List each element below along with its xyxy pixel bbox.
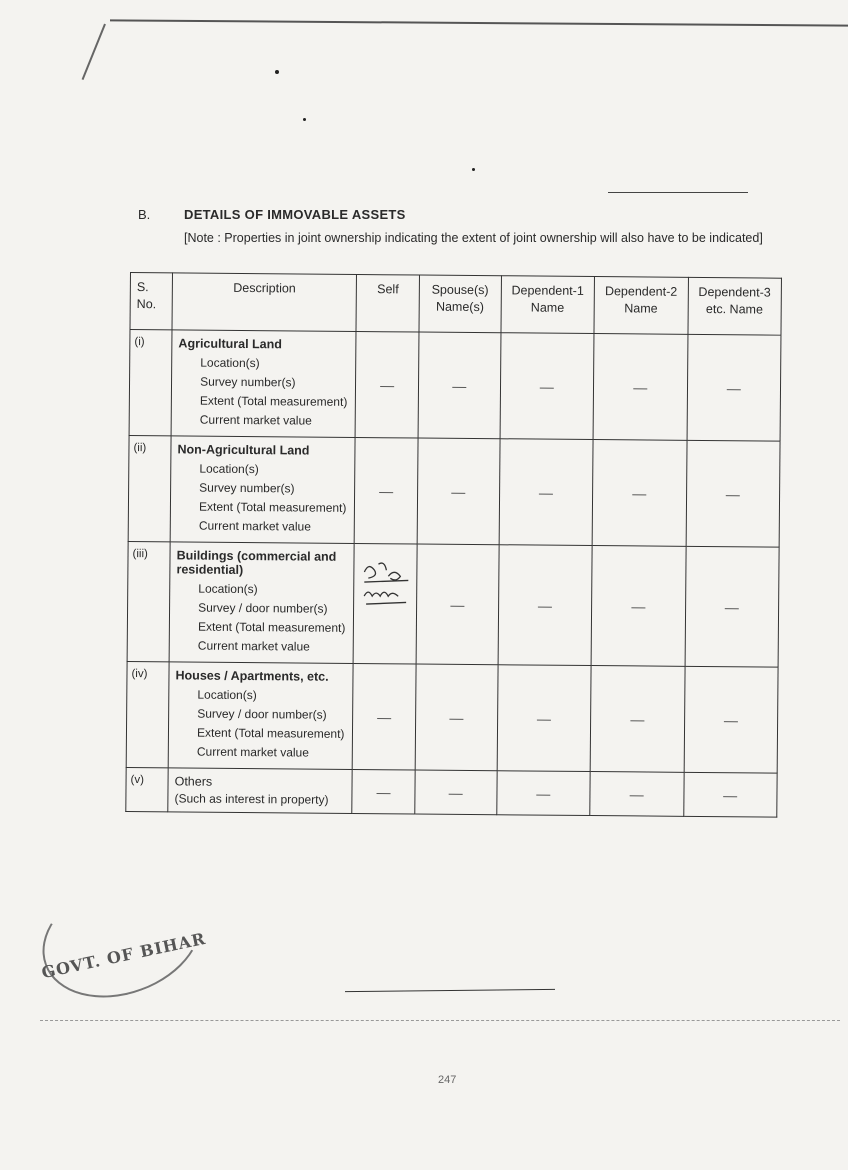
table-row xyxy=(127,541,779,667)
table-row xyxy=(126,661,778,773)
stamp-text: GOVT. OF BIHAR xyxy=(39,928,208,983)
cell-dependent-3: — xyxy=(686,440,780,547)
row-item: Location(s) xyxy=(197,687,257,703)
header-dependent-1: Dependent-1 Name xyxy=(501,276,595,334)
cell-dependent-3: — xyxy=(685,546,780,667)
left-edge-line xyxy=(82,24,106,80)
cell-self: — xyxy=(354,437,418,544)
header-spouse: Spouse(s) Name(s) xyxy=(419,275,501,333)
page-number: 247 xyxy=(438,1074,457,1086)
row-item: Survey / door number(s) xyxy=(198,600,328,616)
cell-self-handwritten xyxy=(353,543,417,664)
cell-spouse: — xyxy=(415,770,497,815)
table-row xyxy=(126,767,777,817)
row-item: Location(s) xyxy=(200,355,260,371)
row-item: Location(s) xyxy=(199,461,259,477)
row-item: Current market value xyxy=(198,518,311,534)
header-dependent-3: Dependent-3 etc. Name xyxy=(687,277,781,335)
header-dependent-2: Dependent-2 Name xyxy=(594,277,688,335)
row-title: Agricultural Land xyxy=(178,336,282,352)
immovable-assets-table xyxy=(125,272,782,818)
footer-rule xyxy=(40,1020,840,1021)
speck xyxy=(275,70,279,74)
cell-dependent-2: — xyxy=(592,440,686,547)
cell-dependent-1: — xyxy=(497,665,591,772)
cell-dependent-3: — xyxy=(683,772,777,817)
header-self: Self xyxy=(356,274,419,332)
cell-dependent-3: — xyxy=(687,334,781,441)
cell-spouse: — xyxy=(416,544,499,665)
cell-spouse: — xyxy=(418,332,501,439)
speck xyxy=(472,168,475,171)
row-title: Buildings (commercial and residential) xyxy=(176,548,337,577)
cell-dependent-1: — xyxy=(498,545,592,666)
row-item: Extent (Total measurement) xyxy=(197,725,345,741)
table-row xyxy=(128,435,780,547)
row-description xyxy=(171,330,356,438)
row-item: Current market value xyxy=(197,638,310,654)
row-item: Location(s) xyxy=(198,581,258,597)
cell-dependent-1: — xyxy=(499,439,593,546)
row-sno: (iii) xyxy=(127,541,170,661)
row-sno: (i) xyxy=(129,330,172,436)
row-sno: (ii) xyxy=(128,435,171,541)
row-item: Survey number(s) xyxy=(200,374,296,390)
row-title: Others xyxy=(174,774,213,789)
row-description xyxy=(168,662,353,770)
row-item: Current market value xyxy=(196,744,309,760)
cell-dependent-1: — xyxy=(496,771,590,816)
header-sno: S. No. xyxy=(130,273,173,330)
cell-spouse: — xyxy=(417,438,500,545)
cell-self: — xyxy=(352,769,415,814)
top-edge-line xyxy=(110,19,848,26)
section-title: DETAILS OF IMMOVABLE ASSETS xyxy=(184,207,406,222)
speck xyxy=(303,118,306,121)
header-description: Description xyxy=(172,273,357,332)
section-letter: B. xyxy=(138,207,151,222)
row-description xyxy=(168,768,353,814)
cell-dependent-2: — xyxy=(593,334,687,441)
row-item: Extent (Total measurement) xyxy=(199,393,348,409)
cell-self: — xyxy=(352,663,416,770)
handwritten-annotation xyxy=(358,558,412,608)
row-sno: (iv) xyxy=(126,661,169,767)
cell-spouse: — xyxy=(415,664,498,771)
table-header-row xyxy=(130,273,781,336)
section-note: [Note : Properties in joint ownership indicating the extent of joint ownership will also have to be indicated] xyxy=(184,231,763,245)
row-title: Non-Agricultural Land xyxy=(177,442,310,458)
cell-dependent-3: — xyxy=(684,666,778,773)
row-item: Survey number(s) xyxy=(199,480,295,496)
row-item: Survey / door number(s) xyxy=(197,706,327,722)
row-description xyxy=(170,436,355,544)
row-item: Current market value xyxy=(199,412,312,428)
row-item: (Such as interest in property) xyxy=(174,791,329,807)
row-title: Houses / Apartments, etc. xyxy=(175,668,329,684)
row-description xyxy=(169,542,354,664)
table-row xyxy=(129,330,781,442)
cell-dependent-2: — xyxy=(590,666,684,773)
row-item: Extent (Total measurement) xyxy=(198,499,347,515)
row-sno: (v) xyxy=(126,767,168,811)
row-item: Extent (Total measurement) xyxy=(197,619,346,635)
top-right-rule xyxy=(608,192,748,193)
cell-dependent-1: — xyxy=(500,333,594,440)
cell-dependent-2: — xyxy=(591,546,685,667)
signature-line xyxy=(345,989,555,992)
cell-self: — xyxy=(355,331,419,438)
cell-dependent-2: — xyxy=(590,772,684,817)
